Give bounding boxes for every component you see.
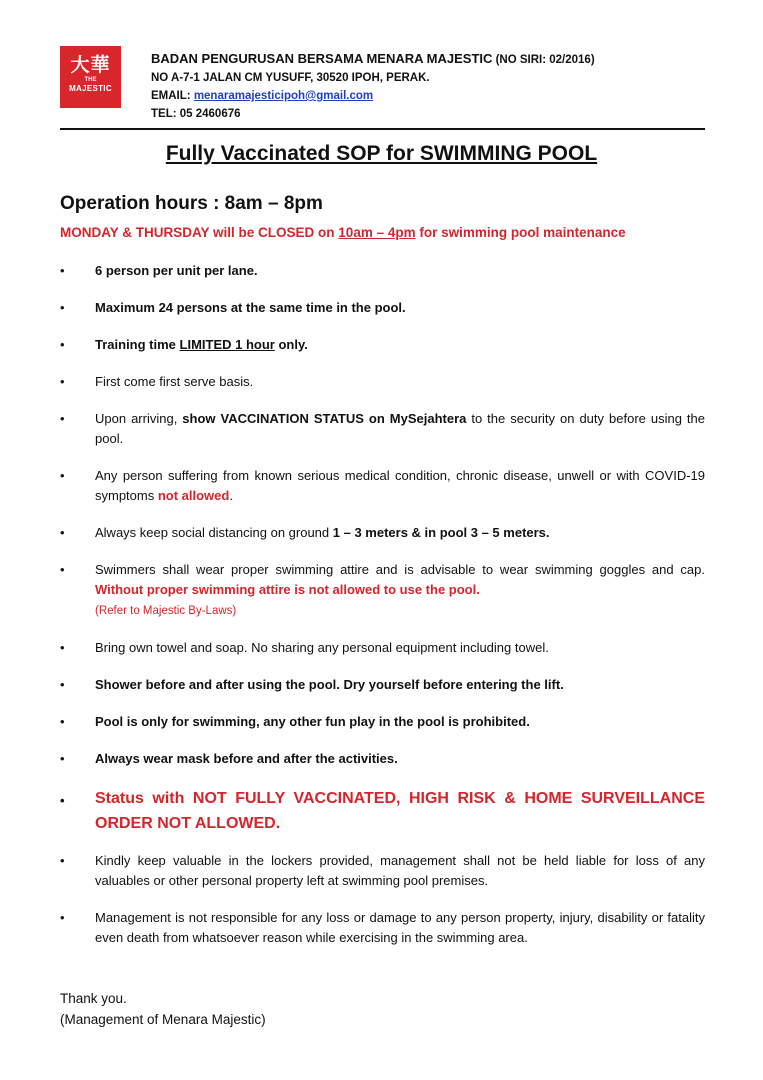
rule-item: • Upon arriving, show VACCINATION STATUS on MySejahtera to the security on duty before using the pool.	[60, 411, 705, 446]
org-name: BADAN PENGURUSAN BERSAMA MENARA MAJESTIC	[151, 51, 493, 66]
bullet-icon: •	[60, 374, 65, 389]
closing	[60, 988, 266, 1030]
letterhead	[151, 50, 595, 123]
bullet-icon: •	[60, 337, 65, 352]
logo-the-text: THE	[84, 77, 97, 83]
header-divider	[60, 128, 705, 130]
operation-hours: Operation hours : 8am – 8pm	[60, 193, 323, 214]
bullet-icon: •	[60, 751, 65, 766]
org-registration: (NO SIRI: 02/2016)	[495, 54, 595, 66]
rule-item: • First come first serve basis.	[60, 372, 705, 392]
signoff-text: (Management of Menara Majestic)	[60, 1012, 266, 1027]
bullet-icon: •	[60, 300, 65, 315]
email-label: EMAIL:	[151, 90, 191, 102]
rule-item-warning: • Status with NOT FULLY VACCINATED, HIGH RISK & HOME SURVEILLANCE ORDER NOT ALLOWED.	[60, 790, 705, 832]
bullet-icon: •	[60, 640, 65, 655]
rule-item: • Training time LIMITED 1 hour only.	[60, 335, 705, 355]
bullet-icon: •	[60, 910, 65, 925]
bullet-icon: •	[60, 411, 65, 426]
bullet-icon: •	[60, 677, 65, 692]
bullet-icon: •	[60, 853, 65, 868]
logo-name-text: MAJESTIC	[69, 84, 112, 93]
bullet-icon: •	[60, 525, 65, 540]
rule-item: • Swimmers shall wear proper swimming attire and is advisable to wear swimming goggles and cap. Without proper swimming attire is not allowed to use the pool. (Refer to Majestic By-Laws)	[60, 562, 705, 617]
email-link[interactable]: menaramajesticipoh@gmail.com	[193, 90, 374, 102]
rule-item: • Pool is only for swimming, any other fun play in the pool is prohibited.	[60, 712, 705, 732]
bullet-icon: •	[60, 263, 65, 278]
closure-time: 10am – 4pm	[338, 225, 416, 240]
rule-item: • Shower before and after using the pool. Dry yourself before entering the lift.	[60, 675, 705, 695]
rule-item: • Always keep social distancing on ground 1 – 3 meters & in pool 3 – 5 meters.	[60, 523, 705, 543]
org-address: NO A-7-1 JALAN CM YUSUFF, 30520 IPOH, PERAK.	[151, 72, 430, 84]
rule-item: • Management is not responsible for any loss or damage to any person property, injury, disability or fatality even death from whatsoever reason while exercising in the swimming area.	[60, 910, 705, 945]
bullet-icon: •	[60, 468, 65, 483]
majestic-logo	[60, 46, 121, 108]
bullet-icon: •	[60, 793, 65, 808]
logo-chinese-text: 大華	[70, 55, 111, 76]
rule-item: • Maximum 24 persons at the same time in the pool.	[60, 298, 705, 318]
org-telephone: TEL: 05 2460676	[151, 108, 241, 120]
sop-rules-list	[60, 261, 705, 965]
page-title: Fully Vaccinated SOP for SWIMMING POOL	[165, 142, 598, 165]
rule-item: • Always wear mask before and after the activities.	[60, 749, 705, 769]
rule-item: • Any person suffering from known serious medical condition, chronic disease, unwell or with COVID-19 symptoms not allowed.	[60, 468, 705, 503]
closure-notice: MONDAY & THURSDAY will be CLOSED on 10am – 4pm for swimming pool maintenance	[60, 225, 626, 240]
rule-item: • Kindly keep valuable in the lockers provided, management shall not be held liable for loss of any valuables or other personal property left at swimming pool premises.	[60, 853, 705, 888]
rule-item: • Bring own towel and soap. No sharing any personal equipment including towel.	[60, 638, 705, 658]
bylaws-reference: (Refer to Majestic By-Laws)	[95, 605, 237, 617]
bullet-icon: •	[60, 562, 65, 577]
thank-you-text: Thank you.	[60, 991, 127, 1006]
rule-item: • 6 person per unit per lane.	[60, 261, 705, 281]
bullet-icon: •	[60, 714, 65, 729]
